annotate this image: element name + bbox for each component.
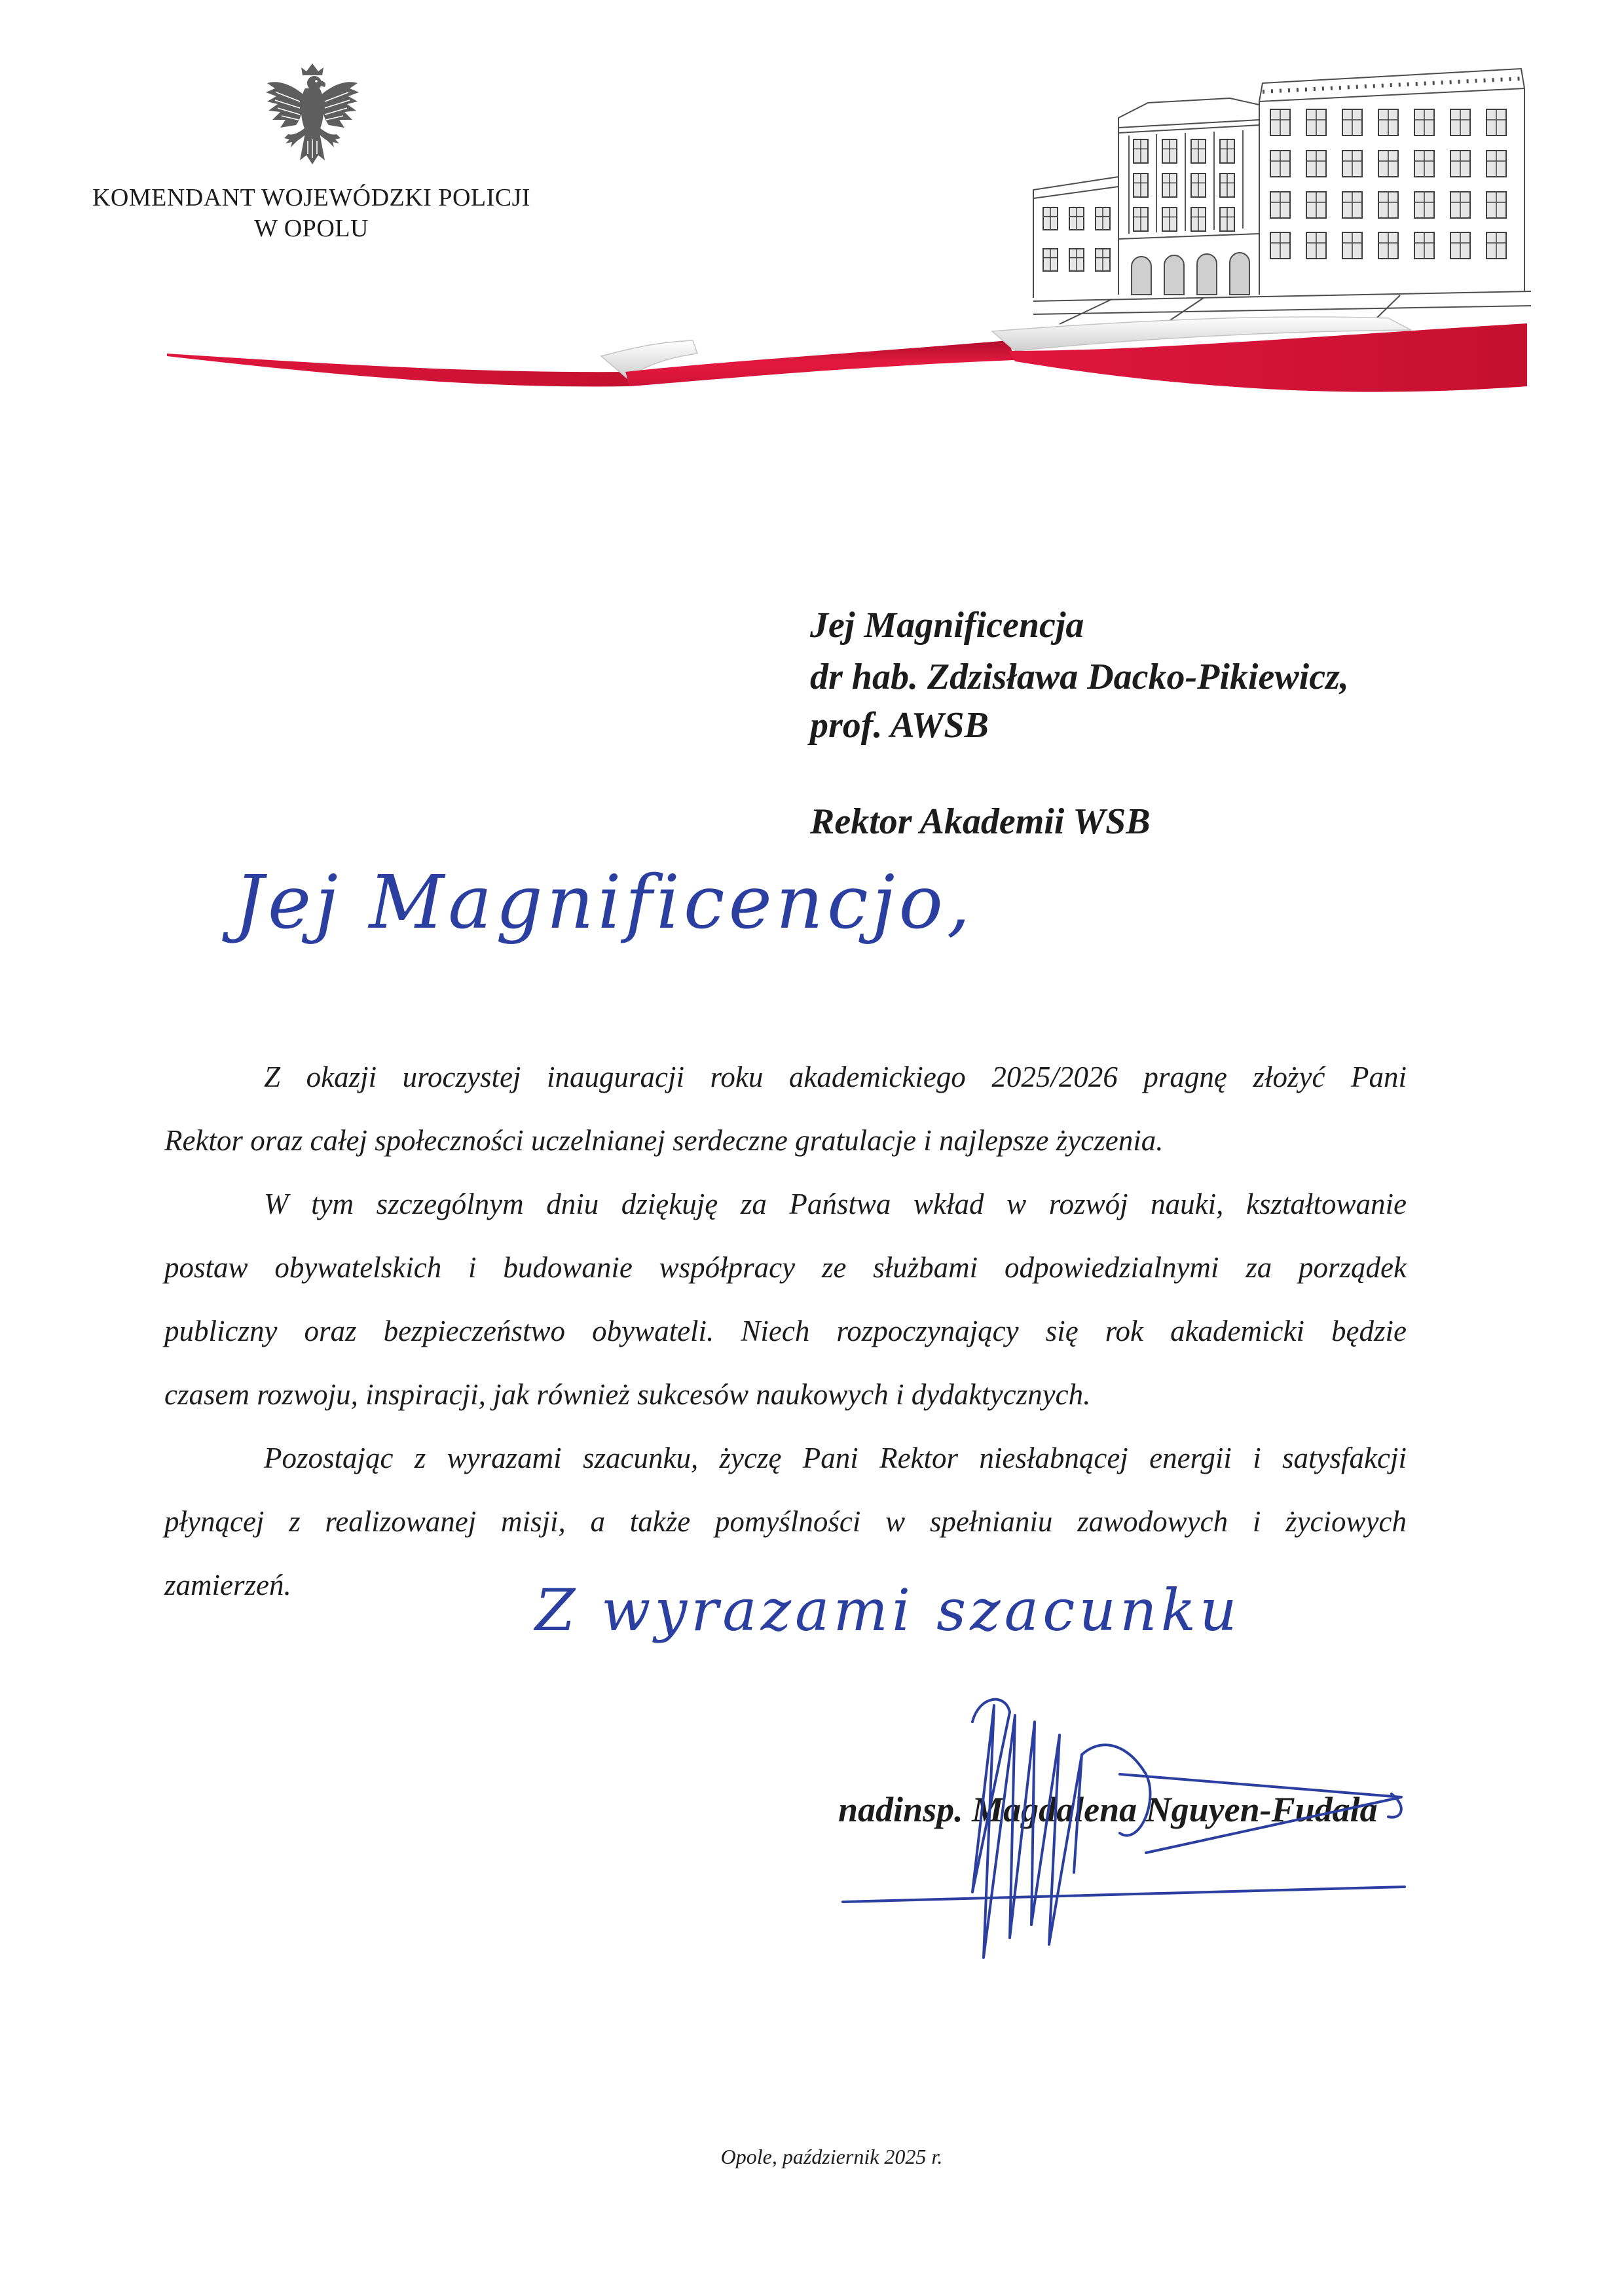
ribbon-flag-decoration	[164, 288, 1532, 406]
paragraph-line: Z okazji uroczystej inauguracji roku akademickiego 2025/2026 pragnę złożyć Pani	[264, 1061, 1407, 1093]
polish-eagle-icon	[262, 62, 363, 170]
addressee-salutation: Jej Magnificencja	[810, 605, 1084, 646]
paragraph-2	[164, 1173, 1407, 1427]
handwritten-closing: Z wyrazami szacunku	[535, 1576, 1241, 1644]
eagle-body	[301, 88, 324, 134]
paragraph-line: publiczny oraz bezpieczeństwo obywateli. Niech rozpoczynający się rok akademicki będzie	[164, 1315, 1407, 1347]
header-institution: KOMENDANT WOJEWÓDZKI POLICJI	[92, 184, 531, 211]
eagle-right-wing	[321, 82, 359, 128]
signature-triangle	[1120, 1774, 1401, 1853]
eagle-head	[307, 76, 322, 90]
paragraph-line: W tym szczególnym dniu dziękuję za Państwa wkład w rozwój nauki, kształtowanie	[264, 1188, 1407, 1220]
paragraph-line: postaw obywatelskich i budowanie współpracy ze służbami odpowiedzialnymi za porządek	[164, 1251, 1407, 1284]
eagle-left-wing	[266, 82, 304, 128]
eagle-crown	[301, 64, 323, 75]
paragraph-line: płynącej z realizowanej misji, a także pomyślności w spełnianiu zawodowych i życiowych	[164, 1505, 1407, 1538]
ribbon-red-left	[167, 354, 630, 386]
signature-hook	[972, 1700, 1010, 1722]
addressee-degree: prof. AWSB	[810, 705, 989, 746]
building-illustration	[1033, 62, 1531, 324]
handwritten-signature	[838, 1676, 1414, 1971]
paragraph-line: zamierzeń.	[164, 1569, 291, 1601]
paragraph-line: czasem rozwoju, inspiracji, jak również sukcesów naukowych i dydaktycznych.	[164, 1378, 1091, 1411]
paragraph-1	[164, 1046, 1407, 1173]
header-city: W OPOLU	[254, 215, 369, 242]
building-left-wing	[1033, 177, 1118, 298]
building-windows	[1043, 109, 1506, 271]
letter-body	[164, 1046, 1407, 1617]
handwritten-greeting: Jej Magnificencjo,	[234, 860, 974, 945]
eagle-beak	[320, 81, 325, 87]
paragraph-line: Rektor oraz całej społeczności uczelnianej serdeczne gratulacje i najlepsze życzenia.	[164, 1124, 1164, 1157]
place-date: Opole, październik 2025 r.	[720, 2145, 943, 2168]
signature-stroke	[843, 1887, 1405, 1902]
signatory-name: nadinsp. Magdalena Nguyen-Fudala	[838, 1790, 1378, 1829]
paragraph-line: Pozostając z wyrazami szacunku, życzę Pani Rektor niesłabnącej energii i satysfakcji	[264, 1442, 1407, 1474]
signature-zigzag	[972, 1705, 1082, 1958]
addressee-title: Rektor Akademii WSB	[810, 801, 1151, 842]
signature-loop	[1082, 1745, 1150, 1835]
addressee-name: dr hab. Zdzisława Dacko-Pikiewicz,	[810, 657, 1349, 697]
